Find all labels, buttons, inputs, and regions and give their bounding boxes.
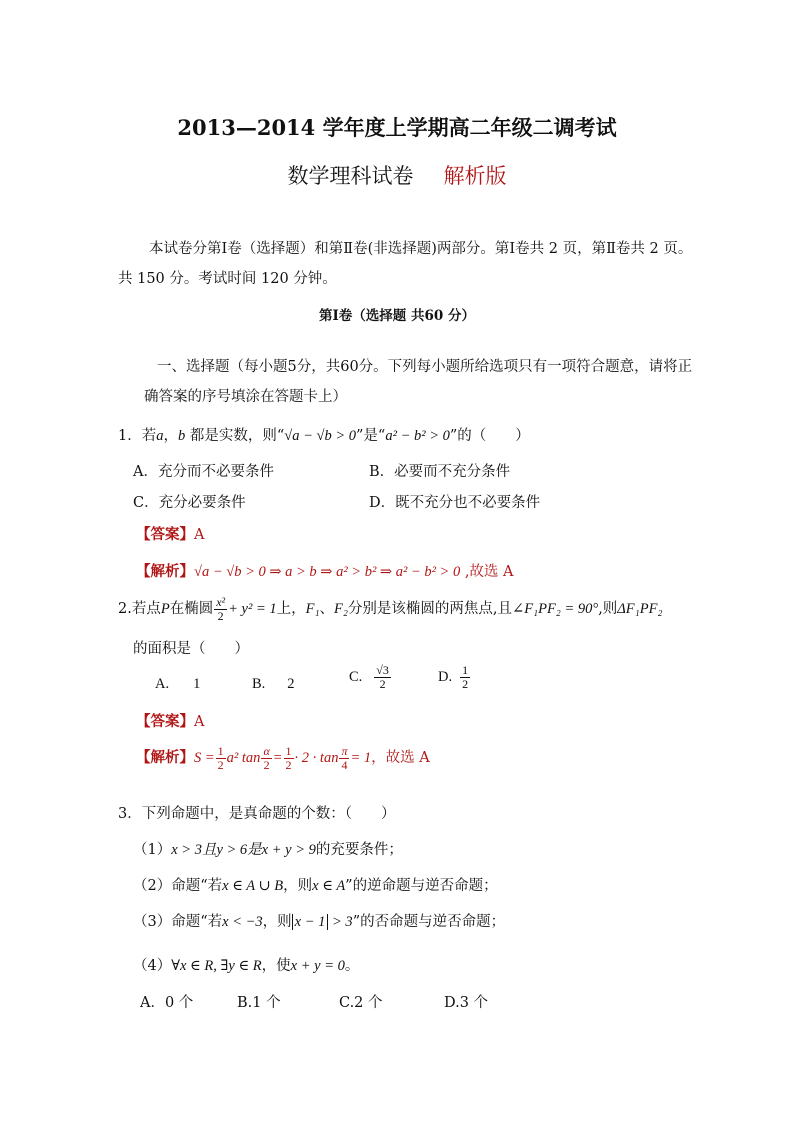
q1-prefix: 1．若 bbox=[118, 428, 157, 444]
q3-statement-1 bbox=[133, 838, 403, 859]
q2-f2: F₂ bbox=[334, 601, 348, 618]
q2-option-d-label: D. bbox=[438, 669, 453, 686]
q2-ellipse-rest: + y² = 1 bbox=[228, 601, 277, 618]
q2-option-c-label: C. bbox=[349, 669, 363, 686]
q1-answer-label: 【答案】 bbox=[136, 526, 194, 543]
q2-angle: ∠F₁PF₂ = 90° bbox=[512, 601, 599, 618]
q3-s2-prefix: （2）命题“若 bbox=[133, 878, 223, 894]
q3-s1-post: 的充要条件； bbox=[315, 842, 403, 858]
q1-is: ”是“ bbox=[356, 428, 386, 444]
q1-condition-2: a² − b² > 0 bbox=[385, 428, 450, 444]
q1-option-c: C．充分必要条件 bbox=[133, 495, 246, 511]
intro-line-2: 共 150 分。考试时间 120 分钟。 bbox=[118, 271, 337, 287]
q2-on: 在椭圆 bbox=[169, 601, 214, 618]
q3-option-c: C.2 个 bbox=[339, 995, 383, 1011]
q3-statement-2 bbox=[133, 874, 498, 895]
question-1-stem bbox=[118, 424, 530, 445]
q2-triangle: ΔF₁PF₂ bbox=[617, 601, 663, 618]
q2-analysis-eq: = bbox=[272, 750, 283, 767]
q2-analysis-frac-4 bbox=[339, 745, 349, 771]
q2-option-b-value: 2 bbox=[287, 676, 295, 692]
question-2-stem bbox=[118, 596, 662, 622]
q3-option-a: A．0 个 bbox=[140, 995, 194, 1011]
q3-s3-mid: ，则 bbox=[262, 914, 292, 930]
q2-answer-value: A bbox=[194, 714, 205, 730]
q2-option-d-num: 1 bbox=[462, 663, 469, 677]
exam-subtitle bbox=[0, 160, 794, 190]
q1-analysis-label: 【解析】 bbox=[136, 563, 194, 580]
analysis-edition-tag: 解析版 bbox=[443, 164, 507, 188]
q3-s2-math-2: x ∈ A bbox=[312, 878, 346, 894]
q1-condition-1: √a − √b > 0 bbox=[284, 428, 357, 444]
q3-s3-post: ”的否命题与逆否命题； bbox=[352, 914, 506, 930]
q2-option-c bbox=[349, 664, 392, 690]
q1-option-a: A．充分而不必要条件 bbox=[133, 464, 274, 480]
q2-mid3: ,则 bbox=[598, 601, 618, 618]
q3-s4-post: 。 bbox=[344, 958, 360, 974]
q2-analysis-frac-1-den: 2 bbox=[217, 757, 224, 772]
q3-s4-mid: ，使 bbox=[261, 958, 291, 974]
q2-mid: 上， bbox=[276, 601, 306, 618]
q1-var-a: a bbox=[156, 428, 164, 444]
q2-point-p: P bbox=[160, 601, 170, 618]
q3-s2-mid: ，则 bbox=[283, 878, 313, 894]
q3-s1-prefix: （1） bbox=[133, 842, 172, 858]
section-instruction-2: 确答案的序号填涂在答题卡上） bbox=[144, 389, 347, 405]
q2-analysis-frac-3-den: 2 bbox=[285, 757, 292, 772]
q2-analysis-label: 【解析】 bbox=[136, 749, 194, 767]
q2-option-a-value: 1 bbox=[193, 676, 201, 692]
q2-analysis-result: = 1 bbox=[350, 750, 372, 767]
q2-analysis-frac-3-num: 1 bbox=[285, 744, 292, 758]
q2-analysis-frac-2-num: α bbox=[263, 744, 270, 758]
q2-option-c-den: 2 bbox=[379, 676, 386, 691]
q3-option-d: D.3 个 bbox=[444, 995, 489, 1011]
q2-option-a bbox=[155, 676, 200, 693]
q2-analysis-frac-1 bbox=[216, 745, 226, 771]
q3-statement-3 bbox=[133, 910, 505, 931]
q2-option-d bbox=[438, 664, 471, 690]
q2-sep: 、 bbox=[319, 601, 335, 618]
q2-option-c-num: √3 bbox=[376, 663, 389, 677]
q3-s3-abs: x − 1 bbox=[292, 914, 329, 930]
q2-answer bbox=[136, 710, 204, 731]
q2-analysis-frac-4-num: π bbox=[341, 744, 348, 758]
q2-stem-line-2: 的面积是（ ） bbox=[133, 641, 249, 657]
q3-s1-math: x > 3且y > 6是x + y > 9 bbox=[171, 842, 316, 858]
q2-analysis-part-a: a² tan bbox=[226, 750, 261, 767]
q1-option-b: B．必要而不充分条件 bbox=[369, 464, 511, 480]
q2-option-d-den: 2 bbox=[462, 676, 469, 691]
q2-answer-label: 【答案】 bbox=[136, 713, 194, 730]
q3-s3-prefix: （3）命题“若 bbox=[133, 914, 223, 930]
q2-analysis-frac-2 bbox=[261, 745, 271, 771]
q2-option-a-label: A. bbox=[155, 676, 170, 692]
q3-option-b: B.1 个 bbox=[237, 995, 281, 1011]
q2-option-d-fraction bbox=[460, 664, 470, 690]
q3-s4-math-2: x + y = 0 bbox=[290, 958, 345, 974]
q1-analysis-end: ,故选 A bbox=[460, 564, 514, 580]
q2-analysis-part-b: · 2 · tan bbox=[294, 750, 339, 767]
q2-prefix: 2.若点 bbox=[118, 601, 161, 618]
q3-s3-math-1: x < −3 bbox=[222, 914, 263, 930]
q2-analysis bbox=[136, 745, 430, 771]
q2-option-c-fraction bbox=[374, 664, 391, 690]
q2-mid2: 分别是该椭圆的两焦点,且 bbox=[347, 601, 513, 618]
q2-f1: F₁ bbox=[305, 601, 320, 618]
section-heading: 第Ⅰ卷（选择题 共60 分） bbox=[318, 308, 475, 324]
q2-analysis-frac-3 bbox=[284, 745, 294, 771]
q1-answer-value: A bbox=[194, 527, 205, 543]
q3-s4-prefix: （4） bbox=[133, 958, 172, 974]
q2-ellipse-den: 2 bbox=[217, 608, 224, 623]
q1-analysis bbox=[136, 560, 514, 581]
q2-option-b-label: B. bbox=[252, 676, 266, 692]
q1-var-b: b bbox=[177, 428, 186, 444]
question-3-stem: 3．下列命题中，是真命题的个数：（ ） bbox=[118, 806, 396, 822]
subtitle-text: 数学理科试卷 bbox=[287, 164, 414, 188]
q1-comma: ， bbox=[163, 428, 178, 444]
q3-s2-math-1: x ∈ A ∪ B bbox=[222, 878, 284, 894]
q1-answer bbox=[136, 523, 204, 544]
q2-ellipse-fraction bbox=[214, 596, 227, 622]
q3-s4-math-1: ∀x ∈ R, ∃y ∈ R bbox=[171, 958, 262, 974]
q2-ellipse-num: x² bbox=[216, 595, 226, 609]
q2-analysis-frac-2-den: 2 bbox=[263, 757, 270, 772]
exam-title: 2013—2014 学年度上学期高二年级二调考试 bbox=[177, 115, 617, 140]
q2-analysis-end: 故选 A bbox=[385, 750, 430, 767]
q1-text: 都是实数，则“ bbox=[185, 428, 285, 444]
section-instruction-1: 一、选择题（每小题5分，共60分。下列每小题所给选项只有一项符合题意，请将正 bbox=[157, 359, 693, 375]
q2-option-b bbox=[252, 676, 295, 693]
q2-analysis-comma: ， bbox=[371, 750, 386, 767]
q2-analysis-frac-4-den: 4 bbox=[341, 757, 348, 772]
q2-analysis-s: S = bbox=[194, 750, 215, 767]
intro-line-1: 本试卷分第Ⅰ卷（选择题）和第Ⅱ卷(非选择题)两部分。第Ⅰ卷共 2 页，第Ⅱ卷共 2 页。 bbox=[149, 241, 693, 257]
q3-s3-gt: > 3 bbox=[328, 914, 353, 930]
q3-statement-4 bbox=[133, 954, 359, 975]
q3-s2-post: ”的逆命题与逆否命题； bbox=[345, 878, 498, 894]
q1-end: ”的（ ） bbox=[449, 428, 530, 444]
q1-option-d: D．既不充分也不必要条件 bbox=[369, 495, 541, 511]
q2-analysis-frac-1-num: 1 bbox=[217, 744, 224, 758]
q1-analysis-math: √a − √b > 0 ⇒ a > b ⇒ a² > b² ⇒ a² − b² > 0 bbox=[194, 564, 461, 580]
